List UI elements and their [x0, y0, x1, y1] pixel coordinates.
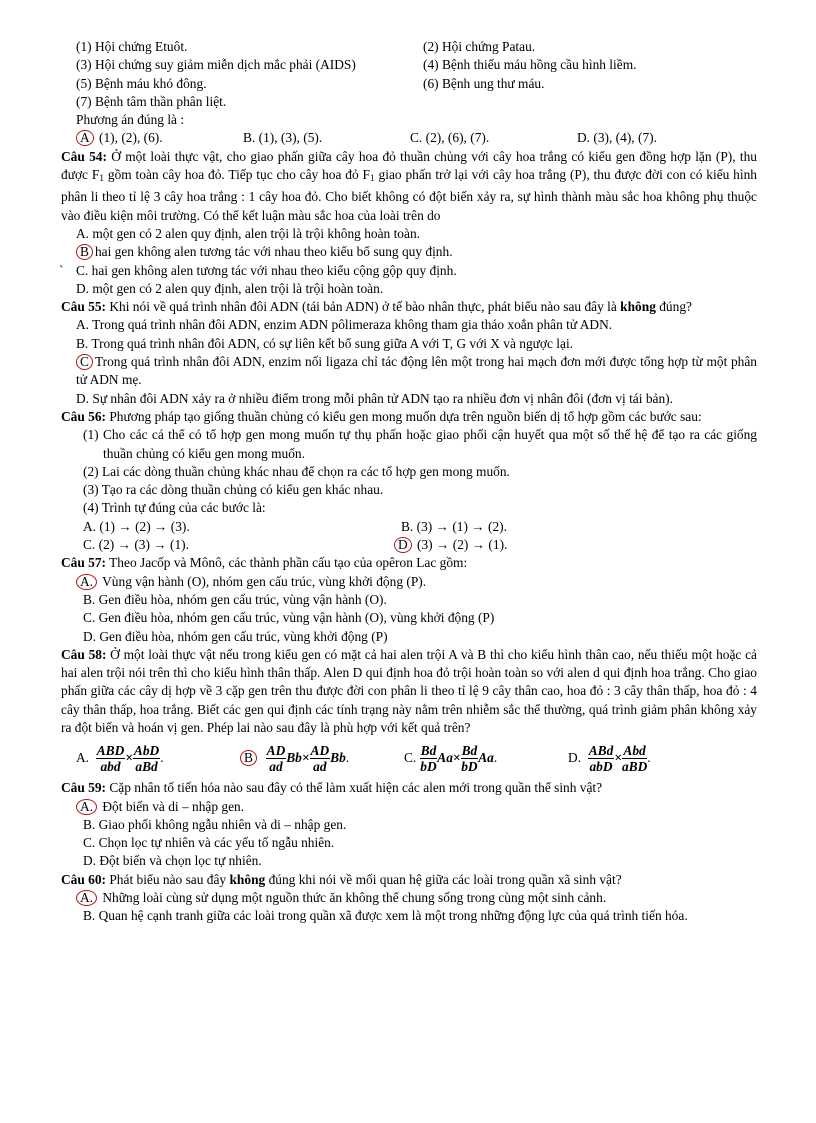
answer-circle-mark: D	[394, 537, 412, 553]
q54-option-a: A. một gen có 2 alen quy định, alen trội là trội không hoàn toàn.	[76, 225, 420, 241]
genotype-fraction: $\frac{\text{ABD}}{\text{abd}}$	[96, 742, 125, 774]
answer-circle-mark: C	[76, 354, 93, 370]
q57-option-b: B. Gen điều hòa, nhóm gen cấu trúc, vùng vận hành (O).	[83, 591, 387, 607]
q56-option-c: C. (2) → (3) → (1).	[83, 537, 189, 553]
stray-tick-mark: `	[59, 262, 64, 278]
q59-option-c: C. Chọn lọc tự nhiên và các yếu tố ngẫu nhiên.	[83, 835, 335, 851]
question-number: Câu 56:	[61, 408, 107, 424]
intro-item-6: (6) Bệnh ung thư máu.	[423, 75, 545, 91]
question-54: Câu 54: Ở một loài thực vật, cho giao phấn giữa cây hoa đỏ thuần chủng với cây hoa trắng có kiểu gen đồng hợp lặn (P), thu được $F_1$ gồm toàn cây hoa đỏ. Tiếp tục cho cây hoa đỏ $F_1$ giao phấn trở lại với cây hoa trắng (P), thu được đời con có kiểu hình phân li theo tỉ lệ 3 cây hoa trắng : 1 cây hoa đỏ. Cho biết không có đột biến xảy ra, sự hình thành màu sắc hoa không phụ thuộc vào điều kiện môi trường. Có thể kết luận màu sắc hoa của loài trên do	[61, 148, 757, 223]
genotype-fraction: $\frac{\text{Abd}}{\text{aBD}}$	[621, 742, 648, 774]
question-60: Câu 60: Phát biểu nào sau đây không đúng khi nói về mối quan hệ giữa các loài trong quần xã sinh vật?	[61, 871, 622, 887]
intro-item-4: (4) Bệnh thiếu máu hồng cầu hình liềm.	[423, 57, 637, 73]
answer-circle-mark: A.	[76, 890, 97, 906]
genotype-fraction: $\frac{\text{AbD}}{\text{aBd}}$	[133, 742, 160, 774]
genotype-fraction: $\frac{Bd}{bD}$	[420, 742, 437, 774]
q60-option-a: A. Những loài cùng sử dụng một nguồn thức ăn không thể chung sống trong cùng một sinh cảnh.	[61, 889, 757, 907]
q56-option-d: D (3) → (2) → (1).	[394, 536, 507, 554]
question-number: Câu 54:	[61, 148, 107, 164]
q60-option-b: B. Quan hệ cạnh tranh giữa các loài trong quần xã được xem là một trong những động lực của quá trình tiến hóa.	[83, 908, 688, 924]
q59-option-b: B. Giao phối không ngẫu nhiên và di – nhập gen.	[83, 816, 347, 832]
question-55: Câu 55: Khi nói về quá trình nhân đôi ADN (tái bản ADN) ở tế bào nhân thực, phát biểu nào sau đây là không đúng?	[61, 299, 692, 315]
q54-option-b: B hai gen không alen tương tác với nhau theo kiểu bổ sung quy định.	[61, 243, 757, 261]
intro-option-a: A (1), (2), (6).	[76, 129, 243, 147]
q57-option-d: D. Gen điều hòa, nhóm gen cấu trúc, vùng khởi động (P)	[83, 628, 388, 644]
answer-circle-mark: A.	[76, 574, 97, 590]
q58-option-c: C. $\frac{Bd}{bD}$ Aa × $\frac{Bd}{bD}$ Aa .	[404, 742, 498, 774]
genotype-fraction: $\frac{AD}{ad}$	[266, 742, 286, 774]
document-page	[61, 38, 757, 926]
intro-row-1	[61, 38, 757, 56]
intro-option-d: D. (3), (4), (7).	[577, 130, 657, 146]
answer-circle-mark: A.	[76, 799, 97, 815]
q56-options-row-1	[61, 518, 757, 536]
question-number: Câu 58:	[61, 646, 107, 662]
q56-step-4: (4) Trình tự đúng của các bước là:	[83, 500, 266, 516]
question-number: Câu 60:	[61, 871, 107, 887]
genotype-fraction: $\frac{\text{ABd}}{\text{abD}}$	[588, 742, 614, 774]
question-58: Câu 58: Ở một loài thực vật nếu trong kiểu gen có mặt cả hai alen trội A và B thì cho kiểu hình thân cao, nếu thiếu một hoặc cả hai alen trội nói trên thì cho kiểu hình thân thấp. Alen D qui định hoa đỏ trội hoàn toàn so với alen d qui định hoa trắng. Cho giao phấn giữa các cây dị hợp về 3 cặp gen trên thu được đời con phân li theo tỉ lệ 9 cây thân cao, hoa đỏ : 3 cây thân thấp, hoa đỏ : 4 cây thân thấp, hoa trắng. Biết các gen qui định các tính trạng này nằm trên nhiễm sắc thể thường, quá trình giảm phân không xảy ra đột biến và hoán vị gen. Phép lai nào sau đây là phù hợp với kết quả trên?	[61, 646, 757, 735]
question-number: Câu 57:	[61, 555, 107, 571]
intro-option-c: C. (2), (6), (7).	[410, 130, 490, 146]
intro-option-b: B. (1), (3), (5).	[243, 130, 323, 146]
q56-step-3: (3) Tạo ra các dòng thuần chủng có kiểu gen khác nhau.	[83, 482, 384, 498]
q55-option-d: D. Sự nhân đôi ADN xảy ra ở nhiều điểm trong mỗi phân tử ADN tạo ra nhiều đơn vị nhân đôi (đơn vị tái bản).	[76, 390, 673, 406]
q55-option-a: A. Trong quá trình nhân đôi ADN, enzim ADN pôlimeraza không tham gia tháo xoắn phân tử ADN.	[76, 317, 613, 333]
intro-item-7: (7) Bệnh tâm thần phân liệt.	[76, 93, 227, 109]
intro-row-3	[61, 75, 757, 93]
q56-options-row-2	[61, 536, 757, 554]
q54-option-c: ` C. hai gen không alen tương tác với nhau theo kiểu cộng gộp quy định.	[61, 262, 757, 280]
q58-option-a: A. $\frac{\text{ABD}}{\text{abd}}$ × $\frac{\text{AbD}}{\text{aBd}}$ .	[76, 742, 164, 774]
question-number: Câu 59:	[61, 780, 107, 796]
question-56: Câu 56: Phương pháp tạo giống thuần chủng có kiểu gen mong muốn dựa trên nguồn biến dị tổ hợp gồm các bước sau:	[61, 408, 702, 424]
question-57: Câu 57: Theo Jacốp và Mônô, các thành phần cấu tạo của opêron Lac gồm:	[61, 555, 468, 571]
intro-prompt: Phương án đúng là :	[76, 112, 185, 128]
q55-option-b: B. Trong quá trình nhân đôi ADN, có sự liên kết bổ sung giữa A với T, G với X và ngược lại.	[76, 335, 574, 351]
intro-item-2: (2) Hội chứng Patau.	[423, 39, 536, 54]
genotype-fraction: $\frac{AD}{ad}$	[310, 742, 330, 774]
q59-option-d: D. Đột biến và chọn lọc tự nhiên.	[83, 853, 262, 869]
intro-item-5: (5) Bệnh máu khó đông.	[76, 75, 207, 91]
answer-circle-mark: B	[240, 750, 257, 766]
answer-circle-mark: A	[76, 130, 94, 146]
q57-option-c: C. Gen điều hòa, nhóm gen cấu trúc, vùng vận hành (O), vùng khởi động (P)	[83, 610, 495, 626]
question-number: Câu 55:	[61, 299, 107, 315]
q55-option-c: C Trong quá trình nhân đôi ADN, enzim nối ligaza chỉ tác động lên một trong hai mạch đơn mới được tổng hợp từ một phân tử ADN mẹ.	[76, 354, 757, 388]
q56-step-1: (1) Cho các cá thể có tổ hợp gen mong muốn tự thụ phấn hoặc giao phối cận huyết qua một số thế hệ để tạo ra các giống thuần chủng có kiểu gen mong muốn.	[83, 427, 757, 461]
q58-options	[61, 737, 757, 779]
intro-options	[61, 129, 757, 147]
genotype-fraction: $\frac{Bd}{bD}$	[461, 742, 478, 774]
q54-option-d: D. một gen có 2 alen quy định, alen trội là trội hoàn toàn.	[76, 280, 384, 296]
intro-item-3: (3) Hội chứng suy giảm miễn dịch mắc phải (AIDS)	[76, 57, 356, 73]
question-59: Câu 59: Cặp nhân tố tiến hóa nào sau đây có thể làm xuất hiện các alen mới trong quần thể sinh vật?	[61, 780, 603, 796]
q57-option-a: A. Vùng vận hành (O), nhóm gen cấu trúc, vùng khởi động (P).	[61, 573, 757, 591]
q56-step-2: (2) Lai các dòng thuần chủng khác nhau để chọn ra các tổ hợp gen mong muốn.	[83, 463, 510, 479]
intro-row-2	[61, 56, 757, 74]
q58-option-d: D. $\frac{\text{ABd}}{\text{abD}}$ × $\frac{\text{Abd}}{\text{aBD}}$ .	[568, 742, 651, 774]
q56-option-a: A. (1) → (2) → (3).	[83, 518, 190, 534]
q58-option-b: B $\frac{AD}{ad}$ Bb × $\frac{AD}{ad}$ Bb .	[240, 743, 404, 774]
q59-option-a: A. Đột biến và di – nhập gen.	[61, 798, 757, 816]
intro-item-1: (1) Hội chứng Etuôt.	[76, 39, 188, 54]
q56-option-b: B. (3) → (1) → (2).	[401, 518, 507, 534]
answer-circle-mark: B	[76, 244, 93, 260]
